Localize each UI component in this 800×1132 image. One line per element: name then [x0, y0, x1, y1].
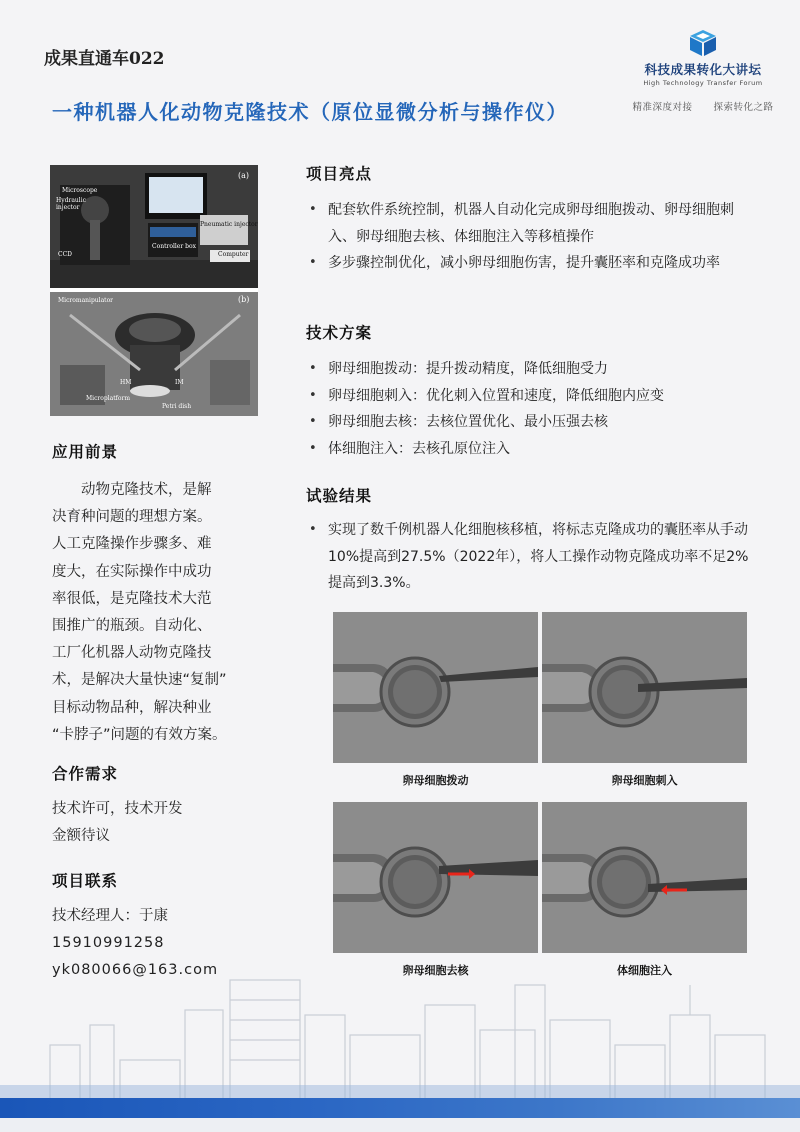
app-line: 人工克隆操作步骤多、难: [52, 536, 212, 553]
series-label: 成果直通车022: [44, 49, 165, 69]
footer-strip: [0, 1118, 800, 1132]
photo-label-b: (b): [238, 295, 250, 304]
app-line: 目标动物品种，解决种业: [52, 699, 212, 716]
contact-text: [52, 903, 218, 985]
list-item: • 多步骤控制优化，减小卵母细胞伤害，提升囊胚率和克隆成功率: [306, 250, 758, 277]
plan-heading: 技术方案: [306, 324, 373, 342]
micrograph-image: [333, 802, 538, 953]
logo-name: 科技成果转化大讲坛: [644, 62, 762, 77]
list-item: • 配套软件系统控制，机器人自动化完成卵母细胞拨动、卵母细胞刺入、卵母细胞去核、体细胞注入等移植操作: [306, 197, 758, 250]
app-line: 决育种问题的理想方案。: [52, 509, 212, 526]
city-skyline-illustration: [0, 975, 800, 1100]
contact-manager: 技术经理人：于康: [52, 908, 168, 924]
photo-label-computer: Computer: [218, 251, 249, 258]
app-line: 动物克隆技术，是解: [52, 482, 212, 498]
photo-label-hm: HM: [120, 379, 132, 386]
results-heading: 试验结果: [306, 487, 373, 505]
photo-label-microscope: Microscope: [62, 187, 98, 194]
photo-label-controller: Controller box: [152, 243, 196, 250]
coop-text: [52, 796, 183, 850]
photo-label-microplatform: Microplatform: [86, 395, 131, 402]
photo-label-pneumatic: Pneumatic injector: [200, 221, 258, 228]
slogan-right: 探索转化之路: [713, 102, 774, 113]
highlights-list: [306, 197, 758, 277]
coop-heading: 合作需求: [52, 765, 119, 783]
highlights-heading: 项目亮点: [306, 165, 373, 183]
app-line: “卡脖子”问题的有效方案。: [52, 726, 227, 743]
list-item: • 卵母细胞刺入：优化刺入位置和速度，降低细胞内应变: [306, 383, 766, 410]
app-line: 围推广的瓶颈。自动化、: [52, 618, 212, 635]
photo-label-micromanipulator: Micromanipulator: [58, 297, 114, 304]
app-line: 度大，在实际操作中成功: [52, 563, 212, 580]
caption-stir: 卵母细胞拨动: [402, 774, 469, 787]
micrograph-pierce: [542, 612, 747, 763]
slogan-left: 精准深度对接: [632, 102, 693, 113]
micrograph-inject: [542, 802, 747, 953]
results-list: [306, 517, 762, 597]
photo-label-im: IM: [175, 379, 184, 386]
logo-english: High Technology Transfer Forum: [643, 79, 763, 87]
photo-label-hydraulic: Hydraulic injector: [56, 197, 86, 211]
contact-email[interactable]: yk080066@163.com: [52, 962, 219, 979]
micrograph-image: [542, 612, 747, 763]
photo-label-ccd: CCD: [58, 251, 72, 258]
caption-enucleate: 卵母细胞去核: [402, 964, 469, 977]
page-title: 一种机器人化动物克隆技术（原位显微分析与操作仪）: [52, 100, 568, 124]
app-text: [52, 477, 264, 749]
contact-heading: 项目联系: [52, 872, 119, 890]
equipment-photo: [50, 165, 258, 416]
logo-slogan: [628, 99, 778, 113]
list-item: • 卵母细胞去核：去核位置优化、最小压强去核: [306, 409, 766, 436]
micrograph-image: [333, 612, 538, 763]
cube-logo-icon: [687, 28, 719, 58]
app-line: 工厂化机器人动物克隆技: [52, 645, 212, 662]
micrograph-enucleate: [333, 802, 538, 953]
photo-label-a: (a): [238, 171, 250, 180]
micrograph-stir: [333, 612, 538, 763]
list-item: • 卵母细胞拨动：提升拨动精度，降低细胞受力: [306, 356, 766, 383]
coop-line: 金额待议: [52, 828, 110, 845]
footer-band: [0, 1098, 800, 1118]
plan-list: [306, 356, 766, 462]
photo-label-petri: Petri dish: [162, 403, 192, 410]
app-heading: 应用前景: [52, 443, 119, 461]
forum-logo: [628, 28, 778, 113]
caption-pierce: 卵母细胞刺入: [611, 774, 678, 787]
contact-phone[interactable]: 15910991258: [52, 935, 165, 952]
micrograph-image: [542, 802, 747, 953]
app-line: 率很低，是克隆技术大范: [52, 590, 212, 607]
list-item: • 实现了数千例机器人化细胞核移植，将标志克隆成功的囊胚率从手动10%提高到27.5%（2022年），将人工操作动物克隆成功率不足2%提高到3.3%。: [306, 517, 762, 597]
app-line: 术，是解决大量快速“复制”: [52, 672, 227, 689]
coop-line: 技术许可，技术开发: [52, 801, 183, 817]
caption-inject: 体细胞注入: [617, 964, 672, 977]
list-item: • 体细胞注入：去核孔原位注入: [306, 436, 766, 463]
